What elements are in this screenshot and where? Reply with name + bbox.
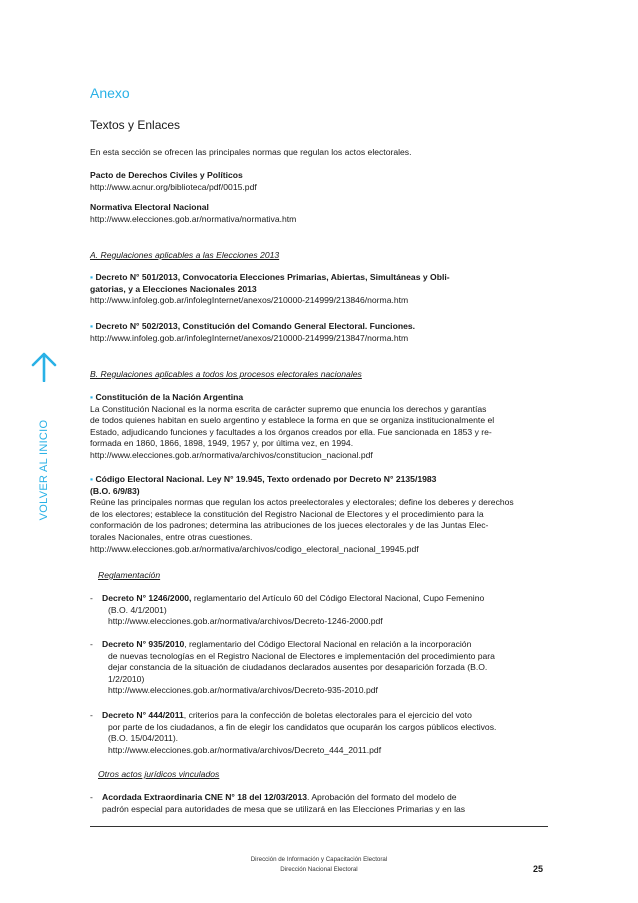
decreto-935-block	[90, 639, 540, 697]
codigo-text-line: torales Nacionales, entre otras cuestiones.	[90, 531, 253, 542]
decreto-502-link[interactable]: http://www.infoleg.gob.ar/infolegInternet/anexos/210000-214999/213847/norma.htm	[90, 332, 409, 343]
section-heading: Textos y Enlaces	[90, 118, 181, 132]
back-to-top-label: VOLVER AL INICIO	[38, 419, 50, 521]
codigo-title: Código Electoral Nacional. Ley N° 19.945, Texto ordenado por Decreto N° 2135/1983	[95, 474, 437, 484]
footer-line-1: Dirección de Información y Capacitación Electoral	[250, 856, 388, 863]
normativa-block	[90, 202, 548, 225]
decreto-935-text-line: dejar constancia de la situación de ciudadanos declarados ausentes por desaparición forzada (B.O.	[108, 662, 488, 673]
back-to-top-link[interactable]	[29, 352, 59, 521]
decreto-501-title-cont: gatorias, y a Elecciones Nacionales 2013	[90, 283, 257, 294]
decreto-1246-desc: reglamentario del Artículo 60 del Código Electoral Nacional, Cupo Femenino	[191, 593, 485, 603]
dash-marker: -	[90, 792, 93, 802]
bullet-icon: ▪	[90, 272, 94, 282]
constitucion-text-line: Estado, adjudicando funciones y facultades a los órganos creados por ella. Fue sancionada en 1853 y re-	[90, 426, 492, 437]
decreto-935-text-line: 1/2/2010)	[108, 673, 145, 684]
bullet-icon: ▪	[90, 474, 94, 484]
arrow-up-icon	[31, 352, 57, 382]
intro-text: En esta sección se ofrecen las principales normas que regulan los actos electorales.	[90, 147, 412, 157]
decreto-935-desc: , reglamentario del Código Electoral Nacional en relación a la incorporación	[184, 639, 472, 649]
codigo-text-line: Reúne las principales normas que regulan los actos preelectorales y electorales; define los deberes y derechos	[90, 497, 514, 508]
decreto-1246-block	[90, 593, 540, 628]
decreto-444-text-line: por parte de los ciudadanos, a fin de elegir los candidatos que ocuparán los cargos públicos electivos.	[108, 721, 497, 732]
constitucion-text-line: de todos quienes habitan en suelo argentino y establece la forma en que se organiza institucionalmente el	[90, 415, 495, 426]
acordada-text-line: padrón especial para autoridades de mesa que se utilizará en las Elecciones Primarias y en las	[102, 803, 466, 814]
pacto-link[interactable]: http://www.acnur.org/biblioteca/pdf/0015.pdf	[90, 181, 257, 192]
footer-line-2: Dirección Nacional Electoral	[280, 866, 358, 873]
constitucion-block	[90, 392, 548, 462]
section-b-title: B. Regulaciones aplicables a todos los procesos electorales nacionales	[90, 369, 362, 379]
normativa-link[interactable]: http://www.elecciones.gob.ar/normativa/normativa.htm	[90, 213, 297, 224]
decreto-444-text-line: (B.O. 15/04/2011).	[108, 733, 179, 744]
decreto-1246-link[interactable]: http://www.elecciones.gob.ar/normativa/archivos/Decreto-1246-2000.pdf	[108, 616, 383, 627]
otros-title: Otros actos jurídicos vinculados	[98, 769, 220, 779]
bullet-icon: ▪	[90, 392, 94, 402]
constitucion-text-line: formada en 1860, 1866, 1898, 1949, 1957 y, por última vez, en 1994.	[90, 438, 354, 449]
acordada-block	[90, 792, 548, 815]
decreto-935-link[interactable]: http://www.elecciones.gob.ar/normativa/archivos/Decreto-935-2010.pdf	[108, 685, 378, 696]
codigo-link[interactable]: http://www.elecciones.gob.ar/normativa/archivos/codigo_electoral_nacional_19945.pdf	[90, 543, 419, 554]
reglamentacion-title: Reglamentación	[98, 570, 161, 580]
decreto-444-block	[90, 710, 540, 756]
decreto-501-link[interactable]: http://www.infoleg.gob.ar/infolegInternet/anexos/210000-214999/213846/norma.htm	[90, 295, 409, 306]
decreto-502-block	[90, 321, 548, 344]
acordada-desc: . Aprobación del formato del modelo de	[307, 792, 457, 802]
constitucion-text-line: La Constitución Nacional es la norma escrita de carácter supremo que enuncia los derechos y garantías	[90, 403, 487, 414]
decreto-444-title: Decreto N° 444/2011	[102, 710, 184, 720]
dash-marker: -	[90, 710, 93, 720]
constitucion-link[interactable]: http://www.elecciones.gob.ar/normativa/archivos/constitucion_nacional.pdf	[90, 449, 373, 460]
decreto-501-block	[90, 272, 548, 307]
decreto-935-text-line: de nuevas tecnologías en el Registro Nacional de Electores e implementación del procedimiento para	[108, 650, 495, 661]
normativa-title: Normativa Electoral Nacional	[90, 202, 209, 212]
codigo-text-line: de los electores; establece la constitución del Registro Nacional de Electores y el procedimiento para la	[90, 508, 484, 519]
codigo-block	[90, 474, 548, 555]
pacto-title: Pacto de Derechos Civiles y Políticos	[90, 170, 243, 180]
decreto-502-title: Decreto N° 502/2013, Constitución del Comando General Electoral. Funciones.	[95, 321, 416, 331]
decreto-501-title: Decreto N° 501/2013, Convocatoria Elecciones Primarias, Abiertas, Simultáneas y Obli-	[95, 272, 450, 282]
decreto-935-title: Decreto N° 935/2010	[102, 639, 185, 649]
bullet-icon: ▪	[90, 321, 94, 331]
pacto-block	[90, 170, 548, 193]
footer-divider	[90, 826, 548, 827]
codigo-title-cont: (B.O. 6/9/83)	[90, 485, 140, 496]
page-number: 25	[533, 864, 544, 874]
decreto-1246-title: Decreto N° 1246/2000,	[102, 593, 192, 603]
dash-marker: -	[90, 639, 93, 649]
decreto-444-link[interactable]: http://www.elecciones.gob.ar/normativa/archivos/Decreto_444_2011.pdf	[108, 744, 382, 755]
dash-marker: -	[90, 593, 93, 603]
section-a-title: A. Regulaciones aplicables a las Elecciones 2013	[90, 250, 280, 260]
codigo-text-line: conformación de los padrones; determina las atribuciones de los jueces electorales y de las Juntas Elec-	[90, 520, 489, 531]
constitucion-title: Constitución de la Nación Argentina	[95, 392, 244, 402]
decreto-1246-text-line: (B.O. 4/1/2001)	[108, 604, 167, 615]
decreto-444-desc: , criterios para la confección de boletas electorales para el ejercicio del voto	[183, 710, 472, 720]
page-title: Anexo	[90, 85, 130, 101]
acordada-title: Acordada Extraordinaria CNE N° 18 del 12/03/2013	[102, 792, 308, 802]
